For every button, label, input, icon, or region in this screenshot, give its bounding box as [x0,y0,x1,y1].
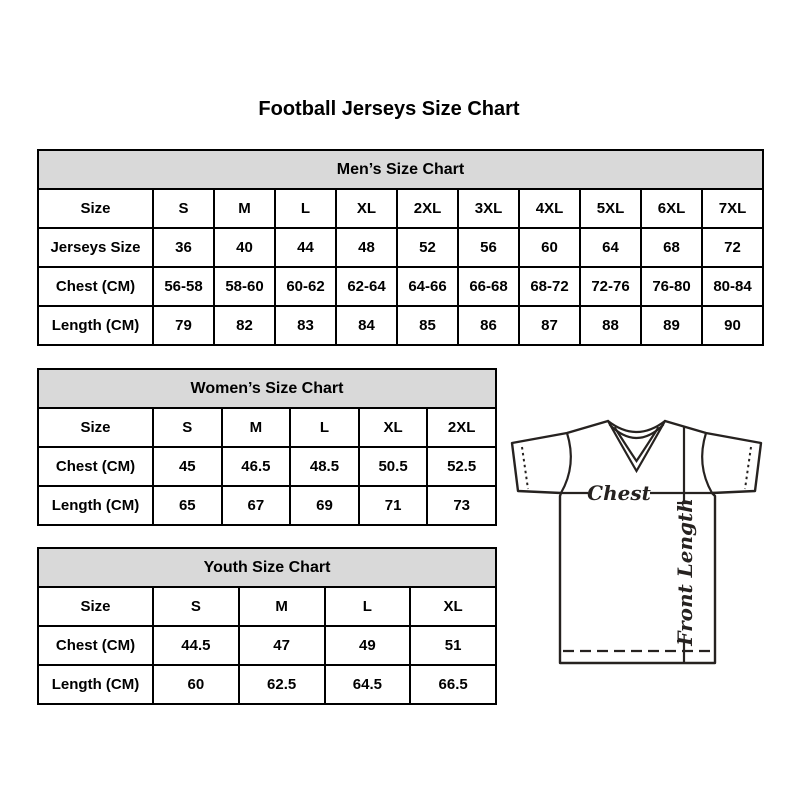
table-row [38,267,763,306]
value-cell: 58-60 [214,267,275,306]
right-armhole-seam [702,433,712,493]
chest-label: Chest [587,481,651,505]
table-row [38,306,763,345]
value-cell: S [153,587,239,626]
value-cell: 72 [702,228,763,267]
value-cell: 90 [702,306,763,345]
row-label: Size [38,587,153,626]
value-cell: 82 [214,306,275,345]
table-row [38,587,496,626]
value-cell: XL [410,587,496,626]
value-cell: L [325,587,411,626]
value-cell: 51 [410,626,496,665]
front-length-label: Front Length [673,498,697,646]
value-cell: L [275,189,336,228]
value-cell: 67 [222,486,291,525]
value-cell: 49 [325,626,411,665]
value-cell: 4XL [519,189,580,228]
value-cell: 69 [290,486,359,525]
value-cell: 48.5 [290,447,359,486]
value-cell: 6XL [641,189,702,228]
value-cell: 50.5 [359,447,428,486]
value-cell: 56-58 [153,267,214,306]
value-cell: 68-72 [519,267,580,306]
table-row [38,228,763,267]
value-cell: 36 [153,228,214,267]
value-cell: 71 [359,486,428,525]
table-row [38,408,496,447]
womens-size-table [37,368,497,526]
value-cell: 46.5 [222,447,291,486]
mens-table-header-row [38,150,763,189]
value-cell: 52 [397,228,458,267]
value-cell: 44 [275,228,336,267]
value-cell: S [153,408,222,447]
womens-table-title: Women’s Size Chart [38,369,496,408]
value-cell: 56 [458,228,519,267]
value-cell: 40 [214,228,275,267]
value-cell: 72-76 [580,267,641,306]
value-cell: 44.5 [153,626,239,665]
value-cell: 84 [336,306,397,345]
value-cell: 64-66 [397,267,458,306]
value-cell: 89 [641,306,702,345]
value-cell: 85 [397,306,458,345]
youth-table-title: Youth Size Chart [38,548,496,587]
value-cell: M [239,587,325,626]
table-row [38,665,496,704]
jersey-diagram [505,403,777,675]
row-label: Chest (CM) [38,626,153,665]
value-cell: 66.5 [410,665,496,704]
table-row [38,447,496,486]
value-cell: 3XL [458,189,519,228]
value-cell: 73 [427,486,496,525]
row-label: Size [38,408,153,447]
value-cell: S [153,189,214,228]
value-cell: 48 [336,228,397,267]
right-cuff-stitch-line [745,447,751,489]
value-cell: 79 [153,306,214,345]
left-armhole-seam [561,433,571,493]
value-cell: 65 [153,486,222,525]
mens-size-table [37,149,764,346]
value-cell: 80-84 [702,267,763,306]
value-cell: 7XL [702,189,763,228]
value-cell: 64.5 [325,665,411,704]
value-cell: 45 [153,447,222,486]
row-label: Chest (CM) [38,267,153,306]
value-cell: XL [359,408,428,447]
value-cell: L [290,408,359,447]
value-cell: 60-62 [275,267,336,306]
value-cell: 5XL [580,189,641,228]
row-label: Chest (CM) [38,447,153,486]
value-cell: 52.5 [427,447,496,486]
value-cell: 66-68 [458,267,519,306]
row-label: Size [38,189,153,228]
table-row [38,189,763,228]
row-label: Length (CM) [38,486,153,525]
value-cell: 86 [458,306,519,345]
table-row [38,626,496,665]
value-cell: M [222,408,291,447]
row-label: Length (CM) [38,306,153,345]
jersey-outline [512,421,761,663]
value-cell: 47 [239,626,325,665]
value-cell: 87 [519,306,580,345]
value-cell: 2XL [427,408,496,447]
youth-table-header-row [38,548,496,587]
value-cell: 68 [641,228,702,267]
value-cell: 60 [519,228,580,267]
youth-size-table [37,547,497,705]
value-cell: 62-64 [336,267,397,306]
page-title: Football Jerseys Size Chart [258,98,520,120]
row-label: Jerseys Size [38,228,153,267]
womens-table-header-row [38,369,496,408]
value-cell: 76-80 [641,267,702,306]
value-cell: 64 [580,228,641,267]
value-cell: 60 [153,665,239,704]
value-cell: 62.5 [239,665,325,704]
mens-table-title: Men’s Size Chart [38,150,763,189]
value-cell: 2XL [397,189,458,228]
table-row [38,486,496,525]
left-cuff-stitch-line [522,447,528,489]
value-cell: XL [336,189,397,228]
value-cell: 88 [580,306,641,345]
value-cell: 83 [275,306,336,345]
row-label: Length (CM) [38,665,153,704]
value-cell: M [214,189,275,228]
